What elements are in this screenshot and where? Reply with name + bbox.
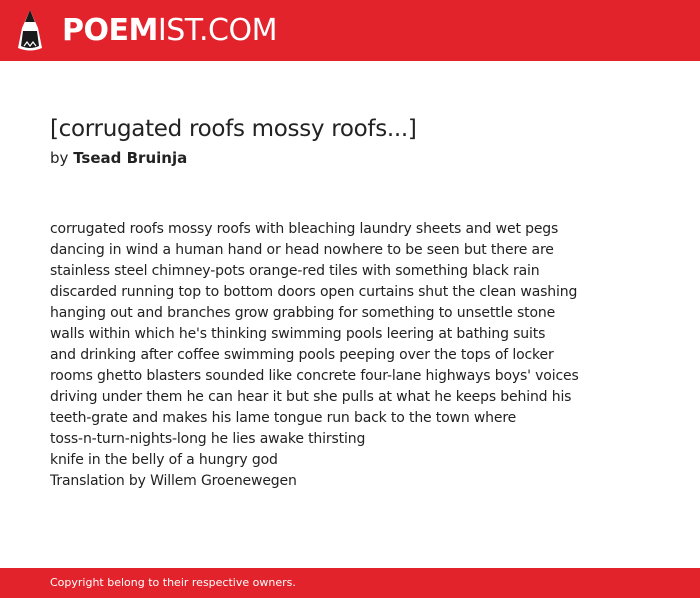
poem-line: corrugated roofs mossy roofs with bleaching laundry sheets and wet pegs: [50, 221, 559, 237]
site-logo[interactable]: [62, 13, 277, 49]
poem-line: hanging out and branches grow grabbing for something to unsettle stone: [50, 305, 556, 321]
poem-line: rooms ghetto blasters sounded like concrete four-lane highways boys' voices: [50, 368, 579, 384]
translation-credit: Translation by Willem Groenewegen: [50, 473, 297, 489]
poem-line: stainless steel chimney-pots orange-red tiles with something black rain: [50, 263, 540, 279]
by-label: by: [50, 149, 69, 167]
site-footer: [0, 568, 700, 598]
poem-line: knife in the belly of a hungry god: [50, 452, 278, 468]
poem-title: [corrugated roofs mossy roofs...]: [50, 116, 417, 142]
poem-line: and drinking after coffee swimming pools peeping over the tops of locker: [50, 347, 554, 363]
copyright-text: Copyright belong to their respective owners.: [50, 576, 296, 589]
site-header: [0, 0, 700, 61]
logo-light: IST.COM: [157, 13, 277, 48]
poem-line: walls within which he's thinking swimming pools leering at bathing suits: [50, 326, 546, 342]
poem-line: dancing in wind a human hand or head nowhere to be seen but there are: [50, 242, 554, 258]
poem-body: [50, 219, 650, 492]
poem-line: teeth-grate and makes his lame tongue run back to the town where: [50, 410, 517, 426]
author-link[interactable]: Tsead Bruinja: [73, 149, 188, 167]
byline: [50, 149, 187, 167]
poem-line: driving under them he can hear it but she pulls at what he keeps behind his: [50, 389, 572, 405]
poem-line: toss-n-turn-nights-long he lies awake thirsting: [50, 431, 366, 447]
logo-strong: POEM: [62, 13, 158, 48]
poem-line: discarded running top to bottom doors open curtains shut the clean washing: [50, 284, 578, 300]
pencil-icon[interactable]: [16, 9, 44, 52]
